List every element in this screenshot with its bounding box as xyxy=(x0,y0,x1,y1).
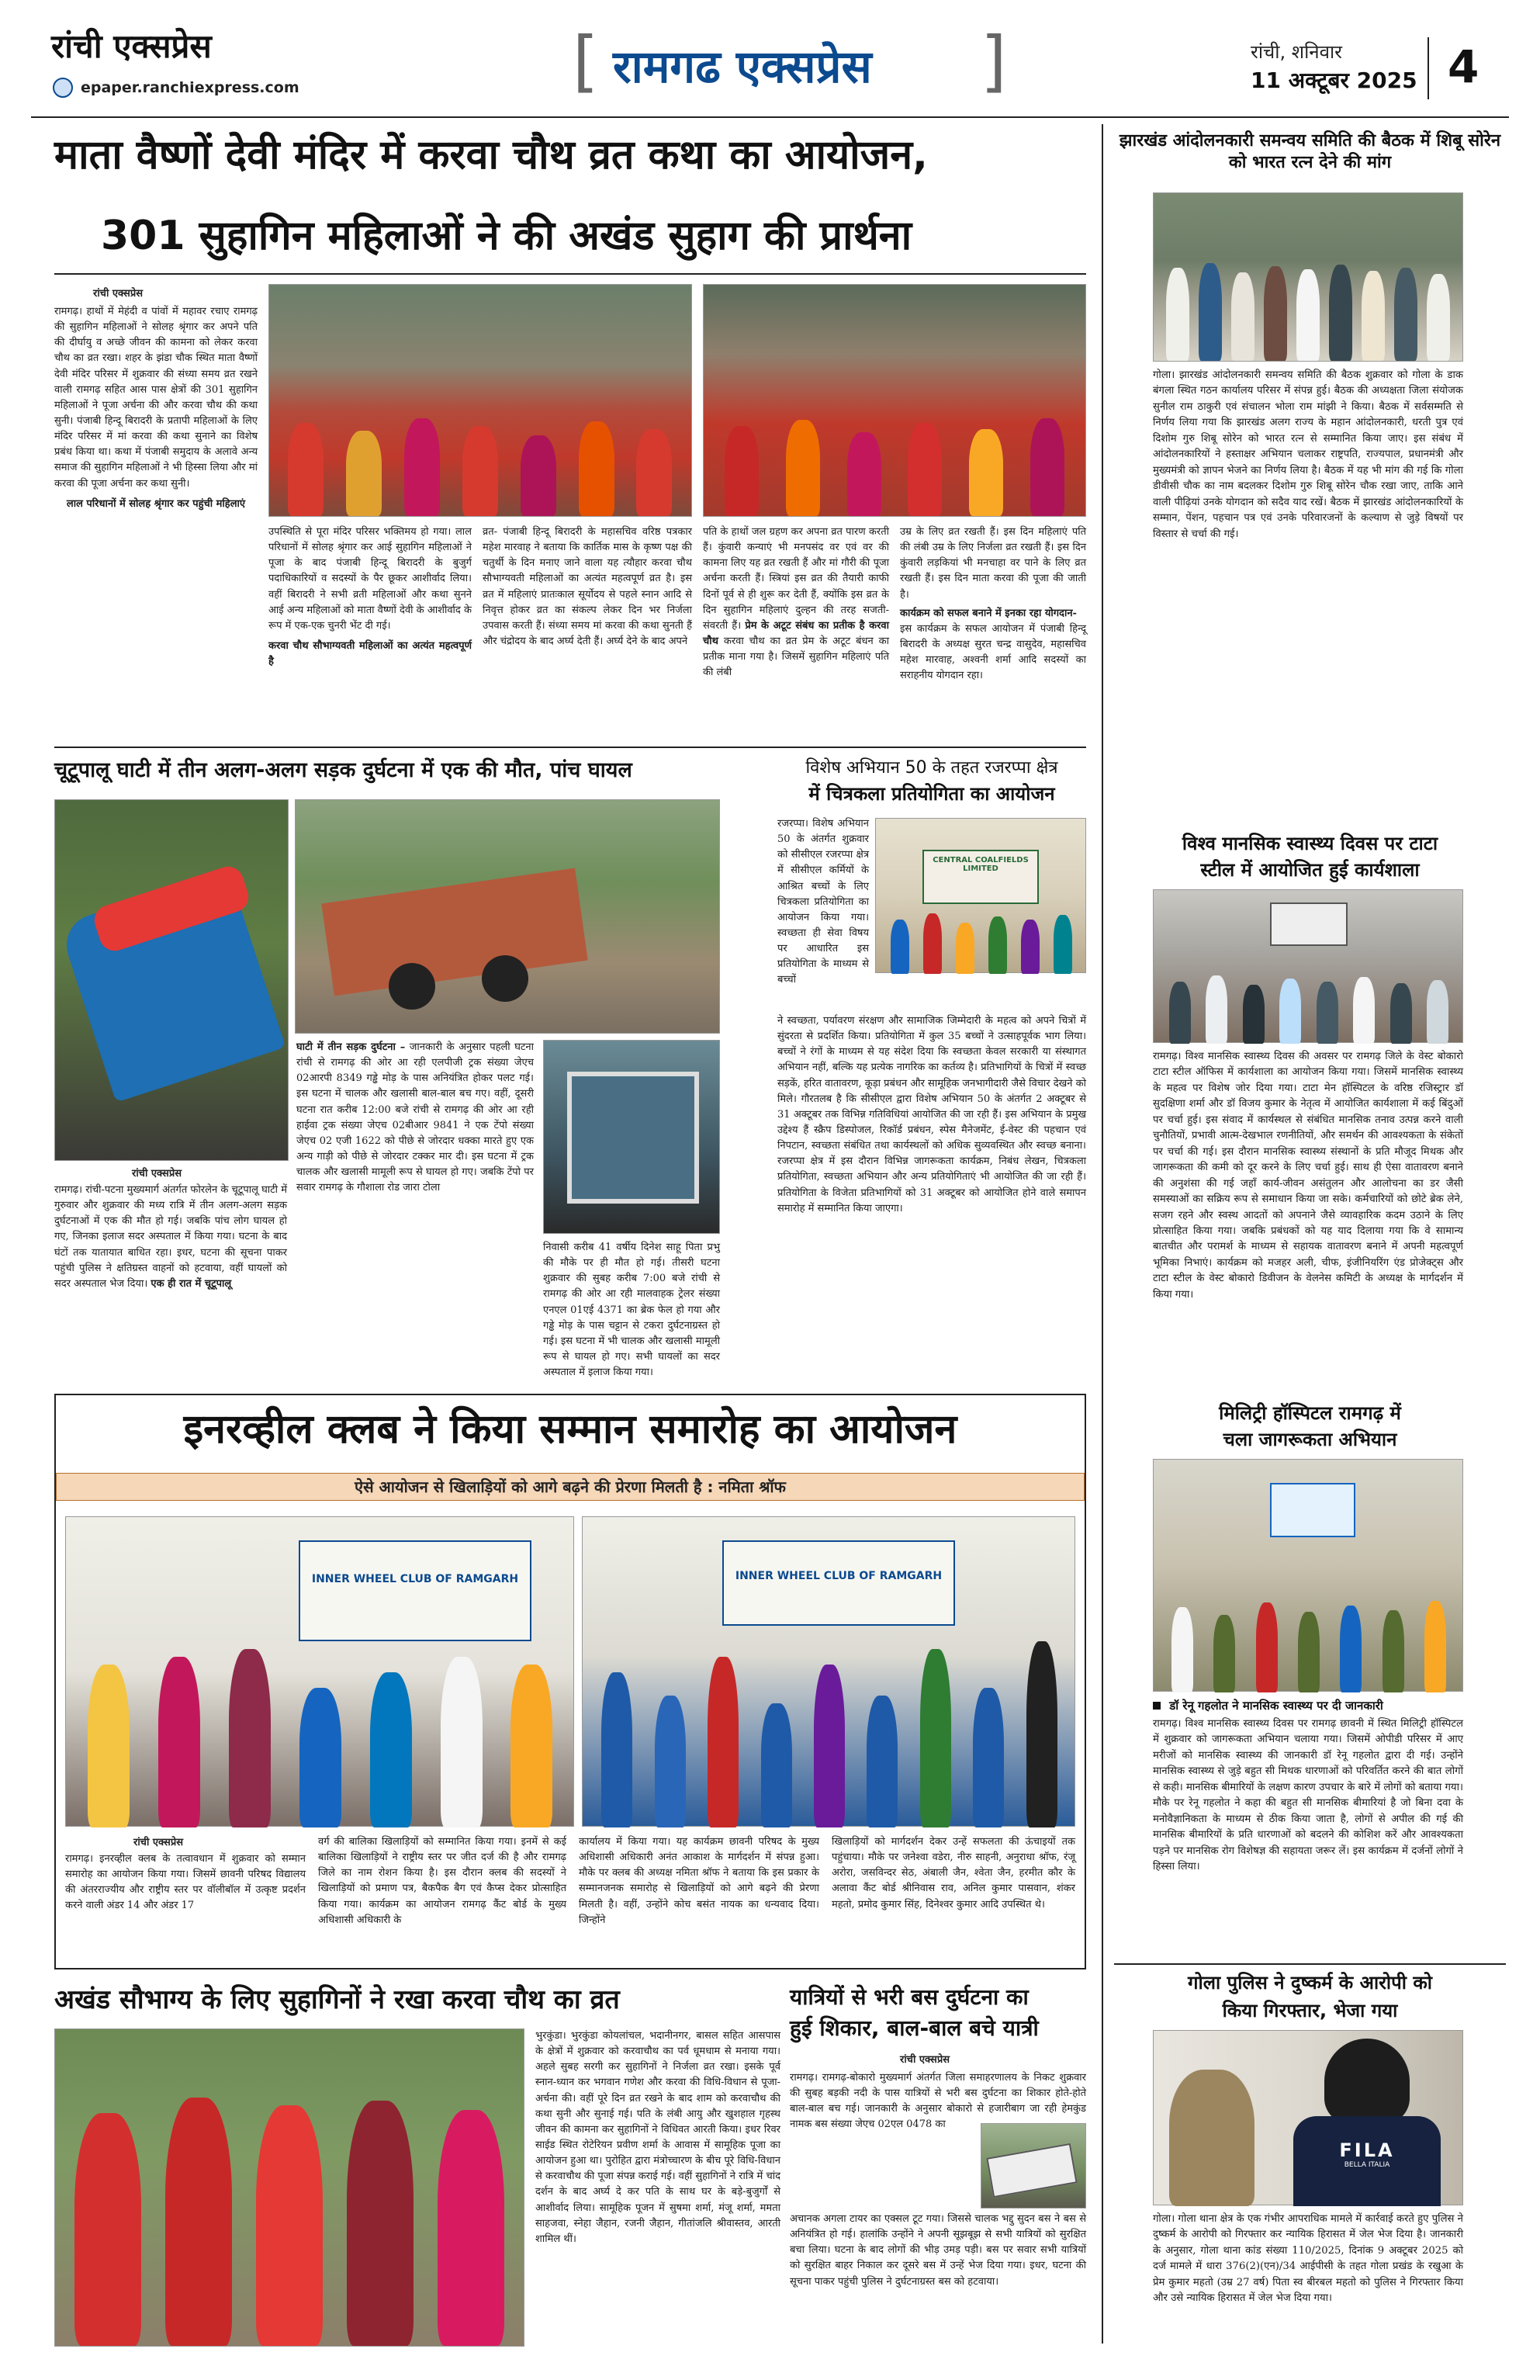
story7-col2: वर्ग की बालिका खिलाड़ियों को सम्मानित किया गया। इनमें से कई बालिका खिलाड़ियों ने राष्ट्रीय स्तर पर जीत दर्ज की है और रामगढ़ जिले का नाम रोशन किया है। इस दौरान क्लब की सदस्यों ने खिलाड़ियों को प्रमाण पत्र, बैकपैक बैग एवं कैप्स देकर प्रोत्साहित किया गया। कार्यक्रम का आयोजन रामगढ़ कैंट बोर्ड के मुख्य अधिशासी अधिकारी के xyxy=(318,1836,566,1926)
edition-bracket-left: [ xyxy=(573,23,599,100)
story1-col2-subhead: करवा चौथ सौभाग्यवती महिलाओं का अत्यंत महत्वपूर्ण है xyxy=(268,639,472,668)
story3-col2-label: घाटी में तीन सड़क दुर्घटना – xyxy=(296,1041,406,1053)
brand-logo: रांची एक्सप्रेस xyxy=(51,27,212,65)
story6-body: रामगढ़। विश्व मानसिक स्वास्थ्य दिवस पर रामगढ़ छावनी में स्थित मिलिट्री हॉस्पिटल में शुक्रवार को जागरूकता अभियान चलाया गया। जिसमें ओपीडी परिसर में आए मरीजों को मानसिक स्वास्थ्य की जानकारी डॉ रेनू गहलोत द्वारा दी गई। उन्होंने मानसिक स्वास्थ्य से जुड़े बहुत सी मिथक धारणाओं को परिवर्तित करने की बात लोगों से कही। मानसिक बीमारियों के लक्षण कारण उपचार के बारे में लोगों को बताया गया। मौके पर रेनू गहलोत ने कहा की बहुत सी मानसिक बीमारियां है जो बिना दवा के मनोवैज्ञानिकता के माध्यम से ठीक किया जाता है, लोगों से अपील की गई की मानसिक बीमारियों के प्रति धारणाओं को बदलने की कोशिश करें और आवश्यकता पड़ने पर मानसिक रोग विशेषज्ञ की सहायता जरूर लें। इस कार्यक्रम में दर्जनों लोगों ने हिस्सा लिया। xyxy=(1153,1718,1463,1873)
story5-headline-line2: स्टील में आयोजित हुई कार्यशाला xyxy=(1200,859,1420,881)
hospital-board xyxy=(1270,1483,1355,1537)
bus-body xyxy=(986,2143,1077,2198)
story9-photo xyxy=(981,2123,1086,2209)
innerwheel-banner-right-text: INNER WHEEL CLUB OF RAMGARH xyxy=(735,1570,943,1582)
story2-photo-group xyxy=(1154,193,1462,361)
innerwheel-banner-left xyxy=(299,1540,531,1641)
story1-col4-text: पति के हाथों जल ग्रहण कर अपना व्रत पारण करती हैं। कुंवारी कन्याएं भी मनपसंद वर एवं वर की कामना लिए यह व्रत रखती हैं और मां गौरी की पूजा अर्चना करती हैं। स्त्रियां इस व्रत की तैयारी काफी दिनों पूर्व से ही शुरू कर देती हैं, क्योंकि इस व्रत के दिन सुहागिन महिलाएं दुल्हन की तरह सजती-संवरती हैं। xyxy=(703,526,889,632)
story1-byline: रांची एक्सप्रेस xyxy=(93,288,144,300)
story3-col1-text: रामगढ़। रांची-पटना मुख्यमार्ग अंतर्गत फोरलेन के चूटूपालू घाटी में गुरुवार और शुक्रवार की मध्य रात्रि में तीन अलग-अलग सड़क दुर्घटनाओं में एक की मौत हो गई। जबकि पांच लोग घायल हो गए, जिनका इलाज सदर अस्पताल में किया गया। घटना के बाद घंटों तक यातायात बाधित रहा। इधर, घटना की सूचना पाकर पहुंची पुलिस ने क्षतिग्रस्त वाहनों को हटवाया, वहीं घायलों को सदर अस्पताल भेज दिया। xyxy=(54,1184,287,1290)
story9-headline-line1: यात्रियों से भरी बस दुर्घटना का xyxy=(790,1984,1029,2010)
story3-byline: रांची एक्सप्रेस xyxy=(132,1168,182,1180)
story1-col1-text: रामगढ़। हाथों में मेहंदी व पांवों में महावर रचाए रामगढ़ की सुहागिन महिलाओं ने सोलह श्रृंगार कर अपने पति की दीर्घायु व अच्छे जीवन की कामना को लेकर करवा चौथ का व्रत रखा। शहर के झंडा चौक स्थित माता वैष्णों देवी मंदिर परिसर में शुक्रवार की संध्या समय व्रत रखने वाली रामगढ़ सहित आस पास क्षेत्रों की 301 सुहागिन महिलाओं ने पूजा अर्चना की और करवा चौथ की कथा सुनी। पंजाबी हिन्दू बिरादरी के प्रतापी महिलाओं के लिए मंदिर परिसर में मां करवा की कथा सुनाने का विशेष प्रबंध किया था। कथा में पंजाबी समुदाय के अलावे अन्य समाज की सुहागिन महिलाओं ने भी हिस्सा लिया और मां करवा की पूजा अर्चना कर कथा सुनी। xyxy=(54,306,258,490)
presentation-screen xyxy=(1270,902,1348,946)
story6-subhead-text: डॉ रेनू गहलोत ने मानसिक स्वास्थ्य पर दी जानकारी xyxy=(1169,1699,1383,1713)
story3-col3-text: निवासी करीब 41 वर्षीय दिनेश साहू पिता प्रभु की मौके पर ही मौत हो गई। तीसरी घटना शुक्रवार की सुबह करीब 7:00 बजे रांची से रामगढ़ की ओर आ रही मालवाहक ट्रेलर संख्या एनएल 01एई 4371 का ब्रेक फेल हो गया और गड्ढे मोड़ के पास चट्टान से टकरा दुर्घटनाग्रस्त हो गई। इस घटना में भी चालक और खलासी मामूली रूप से घायल हो गए। सभी घायलों का सदर अस्पताल में इलाज किया गया। xyxy=(543,1242,720,1379)
date-divider xyxy=(1428,37,1429,99)
accused-hood xyxy=(1324,2039,1410,2124)
story7-photo-left xyxy=(65,1516,574,1827)
story10-body: गोला। गोला थाना क्षेत्र के एक गंभीर आपराधिक मामले में कार्रवाई करते हुए पुलिस ने दुष्कर्म के आरोपी को गिरफ्तार कर न्यायिक हिरासत में जेल भेज दिया है। जानकारी के अनुसार, गोला थाना कांड संख्या 110/2025, दिनांक 9 अक्टूबर 2025 को दर्ज मामले में धारा 376(2)(एन)/34 आईपीसी के तहत गोला प्रखंड के रखुआ के प्रेम कुमार महतो (उम्र 27 वर्ष) पिता स्व बीरबल महतो को पुलिस ने गिरफ्तार किया और उसे न्यायिक हिरासत में जेल भेज दिया गया। xyxy=(1153,2213,1463,2305)
story9-lead: रामगढ़। रामगढ़-बोकारो मुख्यमार्ग अंतर्गत जिला समाहरणालय के निकट शुक्रवार की सुबह बड़की नदी के पास यात्रियों से भरी बस दुर्घटना का शिकार होते-होते बाल-बाल बच गई। जानकारी के अनुसार बोकारो से हजारीबाग जा रही हेमकुंड नामक बस संख्या जेएच 02एल 0478 का xyxy=(790,2072,1086,2131)
story5-photo xyxy=(1153,889,1463,1043)
story1-col5-text-b: इस कार्यक्रम के सफल आयोजन में पंजाबी हिन्दू बिरादरी के अध्यक्ष सुरत चन्द्र वासुदेव, महासचिव महेश मारवाह, अश्वनी शर्मा आदि सदस्यों का सराहनीय योगदान रहा। xyxy=(900,622,1086,682)
story1-col3-text: व्रत- पंजाबी हिन्दू बिरादरी के महासचिव वरिष्ठ पत्रकार महेश मारवाह ने बताया कि कार्तिक मास के कृष्ण पक्ष की चतुर्थी के दिन मनाए जाने वाला यह त्यौहार करवा चौथ सौभाग्यवती महिलाओं का अत्यंत महत्वपूर्ण व्रत है। इस व्रत में महिलाएं प्रातःकाल सूर्योदय से पहले स्नान आदि से निवृत्त होकर व्रत का संकल्प लेकर दिन भर निर्जला उपवास करती हैं। संध्या समय मां करवा की कथा सुनती हैं और चंद्रोदय के बाद अर्घ्य देती हैं। अर्घ्य देने के बाद अपने xyxy=(483,526,692,647)
story3-col2 xyxy=(296,1040,534,1381)
story3-col1 xyxy=(54,1183,287,1381)
story10-top-rule xyxy=(1114,1963,1506,1965)
story10-photo xyxy=(1153,2030,1463,2205)
story10-headline-line2: किया गिरफ्तार, भेजा गया xyxy=(1222,2000,1398,2021)
story2-body: गोला। झारखंड आंदोलनकारी समन्वय समिति की बैठक शुक्रवार को गोला के डाक बंगला स्थित गठन कार्यालय परिसर में संपन्न हुई। बैठक की अध्यक्षता जिला संयोजक सुनील राम ठाकुरी एवं संचालन भोला राम मांझी ने किया। बैठक में सर्वसम्मति से निर्णय लिया गया कि झारखंड अलग राज्य के महान आंदोलनकारी, धरती पुत्र एवं दिशोम गुरु शिबू सोरेन को भारत रत्न से सम्मानित किया जाए। इस संबंध में आंदोलनकारियों ने हस्ताक्षर अभियान चलाकर राष्ट्रपति, राज्यपाल, प्रधानमंत्री और मुख्यमंत्री को ज्ञापन भेजने का निर्णय लिया है। बैठक में यह भी मांग की गई कि गोला डीवीसी चौक का नाम बदलकर दिशोम गुरु शिबू सोरेन चौक रखा जाए, ताकि आने वाली पीढ़ियां उनके योगदान को सदैव याद रखें। बैठक में झारखंड आंदोलनकारियों के सम्मान, पेंशन, पहचान पत्र एवं उनके परिवारजनों के कल्याण से जुड़े विषयों पर विस्तार से चर्चा की गई। xyxy=(1153,369,1463,540)
story3-photo-truck xyxy=(295,799,720,1034)
story1-col1-subhead: लाल परिधानों में सोलह श्रृंगार कर पहुंची महिलाएं xyxy=(66,497,246,510)
story9-body: अचानक अगला टायर का एक्सल टूट गया। जिससे चालक भद्दु सुदन बस ने बस से अनियंत्रित हो गई। हालांकि उन्होंने ने अपनी सूझबूझ से सभी यात्रियों को सुरक्षित बचा लिया। घटना के बाद लोगों की भीड़ उमड़ पड़ी। बस पर सवार सभी यात्रियों को सुरक्षित बाहर निकाल कर दूसरे बस में उन्हें भेज दिया गया। इधर, घटना की सूचना पाकर पहुंची पुलिस ने दुर्घटनाग्रस्त बस को हटवाया। xyxy=(790,2213,1086,2288)
globe-icon xyxy=(53,78,73,98)
story1-col4 xyxy=(703,525,889,743)
story7-headline: इनरव्हील क्लब ने किया सम्मान समारोह का आयोजन xyxy=(183,1406,957,1453)
ccl-banner xyxy=(922,850,1039,904)
story3-photo-autorickshaw xyxy=(54,799,289,1161)
bullet-icon xyxy=(1153,1702,1161,1710)
story1-col2 xyxy=(268,525,472,743)
story1-col5-subhead: कार्यक्रम को सफल बनाने में इनका रहा योगदान- xyxy=(900,607,1077,619)
epaper-url[interactable]: epaper.ranchiexpress.com xyxy=(81,79,299,96)
innerwheel-banner-right xyxy=(722,1540,955,1626)
accused-shirt xyxy=(1293,2116,1441,2206)
story1-col4-text-b: करवा चौथ का व्रत प्रेम के अटूट बंधन का प्रतीक माना गया है। जिसमें सुहागिन महिलाएं पति की लंबी xyxy=(703,635,889,679)
shirt-logo-sub: BELLA ITALIA xyxy=(1344,2161,1390,2169)
story1-head-rule xyxy=(54,273,1086,275)
truck-wheel xyxy=(482,955,528,1002)
story7-col4: खिलाड़ियों को मार्गदर्शन देकर उन्हें सफलता की ऊंचाइयों तक पहुंचाया। मौके पर जनेश्वा वडेरा, नीरु साहनी, अनुराधा श्रॉफ, रंजू अरोरा, जसविन्दर सेठ, अंबाली जैन, श्वेता जैन, हरमीत कौर के अलावा कैंट बोर्ड श्रीनिवास राव, अनिल कुमार पासवान, शंकर महतो, प्रमोद कुमार सिंह, दिनेश्वर कुमार आदि उपस्थित थे। xyxy=(832,1836,1075,1911)
truck-body xyxy=(321,868,587,996)
masthead-rule xyxy=(31,116,1509,118)
wreck-cabin xyxy=(567,1072,699,1204)
story1-photo-left-crowd xyxy=(269,285,691,516)
innerwheel-group-right xyxy=(583,1626,1076,1827)
story3-headline: चूटूपालू घाटी में तीन अलग-अलग सड़क दुर्घटना में एक की मौत, पांच घायल xyxy=(54,758,632,782)
story1-col3 xyxy=(483,525,692,743)
story8-women xyxy=(55,2029,524,2346)
ccl-children xyxy=(876,904,1087,974)
truck-wheel xyxy=(389,963,435,1010)
story4-headline-line1: विशेष अभियान 50 के तहत रजरप्पा क्षेत्र xyxy=(805,758,1058,778)
story3-col3 xyxy=(543,1240,720,1381)
story1-col1 xyxy=(54,304,258,742)
story9-headline-line2: हुई शिकार, बाल-बाल बचे यात्री xyxy=(790,2015,1039,2041)
story1-photo-left xyxy=(268,284,692,517)
story2-photo xyxy=(1153,192,1463,362)
story6-headline-line2: चला जागरूकता अभियान xyxy=(1223,1429,1397,1450)
story4-body: ने स्वच्छता, पर्यावरण संरक्षण और सामाजिक जिम्मेदारी के महत्व को अपने चित्रों में सुंदरता से प्रदर्शित किया। प्रतियोगिता में कुल 35 बच्चों ने उत्साहपूर्वक भाग लिया। बच्चों ने रंगों के माध्यम से यह संदेश दिया कि स्वच्छता केवल सरकारी या संस्थागत अभियान नहीं, बल्कि यह प्रत्येक नागरिक का कर्तव्य है। प्रतिभागियों के चित्रों में स्वच्छ सड़कें, हरित वातावरण, कूड़ा प्रबंधन और सामूहिक जनभागीदारी जैसे विचार देखने को मिले। गौरतलब है कि सीसीएल द्वारा विशेष अभियान 50 के अंतर्गत 2 अक्टूबर से 31 अक्टूबर तक विभिन्न गतिविधियां आयोजित की जा रही हैं। इस अभियान के प्रमुख उद्देश्य हैं स्क्रैप डिस्पोजल, रिकॉर्ड प्रबंधन, स्पेस मैनेजमेंट, ई-वेस्ट की पहचान एवं निपटान, स्वच्छता संबंधित तथा कार्यस्थलों को अधिक सुव्यवस्थित और स्वच्छ बनाना। रजरप्पा क्षेत्र में इस दौरान विभिन्न जागरूकता कार्यक्रम, निबंध लेखन, चित्रकला प्रतियोगिता, स्वच्छता अभियान और अन्य प्रतियोगिताएं भी आयोजित की जा रही हैं। प्रतियोगिता के विजेता प्रतिभागियों को 31 अक्टूबर को आयोजित होने वाले समापन समारोह में सम्मानित किया जाएगा। xyxy=(777,1015,1086,1214)
story6-headline-line1: मिलिट्री हॉस्पिटल रामगढ़ में xyxy=(1219,1402,1401,1424)
story7-byline: रांची एक्सप्रेस xyxy=(133,1837,184,1848)
story8-headline: अखंड सौभाग्य के लिए सुहागिनों ने रखा करवा चौथ का व्रत xyxy=(54,1984,620,2015)
edition-bracket-right: ] xyxy=(981,23,1007,100)
story5-body: रामगढ़। विश्व मानसिक स्वास्थ्य दिवस की अवसर पर रामगढ़ जिले के वेस्ट बोकारो टाटा स्टील ऑफिस में कार्यशाला का आयोजन किया गया। जिसमें मानसिक स्वास्थ्य के महत्व पर विशेष जोर दिया गया। टाटा मेन हॉस्पिटल के वरिष्ठ रजिस्ट्रार डॉ सुदक्षिणा शर्मा और डॉ विजय कुमार के नेतृत्व में आयोजित कार्यशाला में कई बिंदुओं पर चर्चा हुई। इस संवाद में कार्यस्थल से संबंधित मानसिक तनाव उत्पन्न करने वाली चुनौतियों, प्रभावी आत्म-देखभाल रणनीतियों, और समर्थन की आवश्यकता के संकेतों पर चर्चा की गई। इस दौरान मानसिक स्वास्थ्य संस्थानों के प्रति मौजूद मिथक और जागरूकता की कमी को दूर करने के लिए चर्चा हुई। साथ ही ऐसा वातावरण बनाने की अनुशंसा की गई जहाँ कार्य-जीवन असंतुलन और आलोचना का डर जैसी समस्याओं का सक्रिय रूप से समाधान किया जा सके। कर्मचारियों को छोटे ब्रेक लेने, सजग रहने और स्वस्थ आदतों को अपनाने जैसे व्यावहारिक कदम उठाने के लिए प्रोत्साहित किया गया। जबकि प्रबंधकों को यह याद दिलाया गया कि वे सामान्य बातचीत और परामर्श के माध्यम से सहायक वातावरण बनाने में अपनी महत्वपूर्ण भूमिका निभाएं। कार्यक्रम को मजहर अली, चीफ, इंजीनियरिंग एंड प्रोजेक्ट्स और टाटा स्टील के वेस्ट बोकारो डिवीजन के वेलनेस कमिटी के अध्यक्ष के मार्गदर्शन में किया गया। xyxy=(1153,1051,1463,1301)
innerwheel-banner-left-text: INNER WHEEL CLUB OF RAMGARH xyxy=(311,1573,519,1585)
hospital-audience xyxy=(1154,1576,1464,1692)
edition-title: रामगढ एक्सप्रेस xyxy=(613,40,872,93)
story1-col4-subhead: प्रेम के अटूट संबंध का प्रतीक है करवा चौथ xyxy=(703,619,890,647)
story4-photo xyxy=(875,818,1086,973)
story1-photo-right xyxy=(703,284,1086,517)
right-column-divider xyxy=(1102,124,1103,2344)
masthead xyxy=(0,0,1540,116)
page-number: 4 xyxy=(1448,40,1479,93)
story8-photo xyxy=(54,2028,524,2347)
workshop-audience xyxy=(1154,960,1464,1044)
story7-col3: कार्यालय में किया गया। यह कार्यक्रम छावनी परिषद के मुख्य अधिशासी अधिकारी अनंत आकाश के मार्गदर्शन में संपन्न हुआ। मौके पर क्लब की अध्यक्ष नमिता श्रॉफ ने बताया कि इस प्रकार के सम्मानजनक समारोह से खिलाड़ियों को आगे बढ़ने की प्रेरणा मिलती है। वहीं, उन्होंने कोच बसंत नायक का धन्यवाद दिया। जिन्होंने xyxy=(579,1836,819,1926)
story7-subhead xyxy=(56,1473,1085,1501)
story3-col2-text: जानकारी के अनुसार पहली घटना रांची से रामगढ़ की ओर आ रही एलपीजी ट्रक संख्या जेएच 02आरपी 8349 गड्ढे मोड़ के पास अनियंत्रित होकर पलट गई। इस घटना में चालक और खलासी बाल-बाल बच गए। वहीं, दूसरी घटना रात करीब 12:00 बजे रांची से रामगढ़ की ओर आ रही हाईवा ट्रक संख्या जेएच 02बीआर 9841 ने एक टेंपो संख्या जेएच 02 एजी 1622 को पीछे से जोरदार धक्का मारते हुए एक अन्य गाड़ी को पीछे से जोरदार टक्कर मार दी। इस घटना में ट्रक चालक और खलासी मामूली रूप से घायल हो गए। जबकि टेंपो पर सवार रामगढ़ के गौशाला रोड जारा टोला xyxy=(296,1041,535,1194)
story1-bottom-rule xyxy=(54,747,1086,748)
innerwheel-group-left xyxy=(66,1633,575,1827)
story3-photo-wreck xyxy=(543,1040,720,1234)
story5-headline-line1: विश्व मानसिक स्वास्थ्य दिवस पर टाटा xyxy=(1182,833,1438,854)
story3-col1-subhead: एक ही रात में चूटूपालू xyxy=(151,1277,232,1290)
story1-col5-text: उम्र के लिए व्रत रखती हैं। इस दिन महिलाएं पति की लंबी उम्र के लिए निर्जला व्रत रखती हैं। इस दिन कुंवारी लड़कियां भी मनचाहा वर पाने के लिए व्रत रखती हैं। इस दिन माता करवा की पूजा की जाती है। xyxy=(900,526,1086,601)
story7-subhead-text: ऐसे आयोजन से खिलाड़ियों को आगे बढ़ने की प्रेरणा मिलती है : नमिता श्रॉफ xyxy=(355,1478,786,1496)
story1-photo-right-crowd xyxy=(704,285,1085,516)
shirt-logo: FILA xyxy=(1339,2139,1395,2161)
story9-byline: रांची एक्सप्रेस xyxy=(900,2054,950,2066)
story7-photo-right xyxy=(582,1516,1075,1827)
story8-body: भुरकुंडा। भुरकुंडा कोयलांचल, भदानीनगर, बासल सहित आसपास के क्षेत्रों में शुक्रवार को करवाचौथ का पर्व धूमधाम से मनाया गया। अहले सुबह सरगी कर सुहागिनों ने निर्जला व्रत रखा। इसके पूर्व स्नान-ध्यान कर भगवान गणेश और करवा की विधि-विधान से पूजा-अर्चना की। वहीं पूरे दिन व्रत रखने के बाद शाम को करवाचौथ की कथा सुनी और सुनाई गई। पति के लंबी आयु और खुशहाल गृहस्थ जीवन की कामना कर सुहागिनों ने विधिवत आरती किया। इधर रिवर साईड स्थित रोटेरियन प्रवीण शर्मा के आवास में सामूहिक पूजा का आयोजन हुआ था। पुरोहित द्वारा मंत्रोच्चारण के बीच पूरे विधि-विधान से करवाचौथ की पूजा संपन्न कराई गई। वहीं सुहागिनों ने रात्रि में चांद दर्शन के बाद अर्घ्य दे कर पति के साथ घर के बड़े-बुजुर्गों से आशीर्वाद लिया। सामूहिक पूजन में सुषमा शर्मा, मंजू शर्मा, ममता साहजवा, स्नेहा जैहान, रजनी जैहान, गीतांजलि श्रीवास्तव, आरती शामिल थीं। xyxy=(535,2030,780,2245)
story10-headline-line1: गोला पुलिस ने दुष्कर्म के आरोपी को xyxy=(1187,1972,1433,1994)
story1-headline-line2: 301 सुहागिन महिलाओं ने की अखंड सुहाग की प्रार्थना xyxy=(101,213,912,259)
story4-lead: रजरप्पा। विशेष अभियान 50 के अंतर्गत शुक्रवार को सीसीएल रजरप्पा क्षेत्र में सीसीएल कर्मियों के आश्रित बच्चों के लिए चित्रकला प्रतियोगिता का आयोजन किया गया। स्वच्छता ही सेवा विषय पर आधारित इस प्रतियोगिता के माध्यम से बच्चों xyxy=(777,818,869,986)
story7-col1: रामगढ़। इनरव्हील क्लब के तत्वावधान में शुक्रवार को सम्मान समारोह का आयोजन किया गया। जिसमें छावनी परिषद विद्यालय की अंतरराज्यीय और राष्ट्रीय स्तर पर वॉलीबॉल में उत्कृष्ट प्रदर्शन करने वाली अंडर 14 और अंडर 17 xyxy=(65,1853,306,1912)
story1-col5 xyxy=(900,525,1086,743)
story4-headline-line2: में चित्रकला प्रतियोगिता का आयोजन xyxy=(808,783,1055,805)
city-day: रांची, शनिवार xyxy=(1251,41,1342,63)
ccl-banner-text: CENTRAL COALFIELDS LIMITED xyxy=(933,856,1029,873)
story1-col2-text: उपस्थिति से पूरा मंदिर परिसर भक्तिमय हो गया। लाल परिधानों में सोलह श्रृंगार कर आई सुहागिन महिलाओं ने पूजा के बाद पंजाबी हिन्दू बिरादरी के बुजुर्ग पदाधिकारियों व सदस्यों के पैर छूकर आशीर्वाद लिया। वहीं बिरादरी ने सभी व्रती महिलाओं और कथा सुनने आई अन्य महिलाओं को माता वैष्णों देवी के आशीर्वाद के रूप में एक-एक चुनरी भेंट दी गई। xyxy=(268,526,472,632)
story1-headline-line1: माता वैष्णों देवी मंदिर में करवा चौथ व्रत कथा का आयोजन, xyxy=(54,132,928,178)
story6-subhead xyxy=(1153,1698,1463,1713)
story7-box xyxy=(54,1394,1086,1969)
policeman-figure xyxy=(1169,2070,1254,2206)
story6-photo xyxy=(1153,1459,1463,1692)
issue-date: 11 अक्टूबर 2025 xyxy=(1251,68,1417,93)
story2-headline: झारखंड आंदोलनकारी समन्वय समिति की बैठक में शिबू सोरेन को भारत रत्न देने की मांग xyxy=(1119,131,1501,172)
